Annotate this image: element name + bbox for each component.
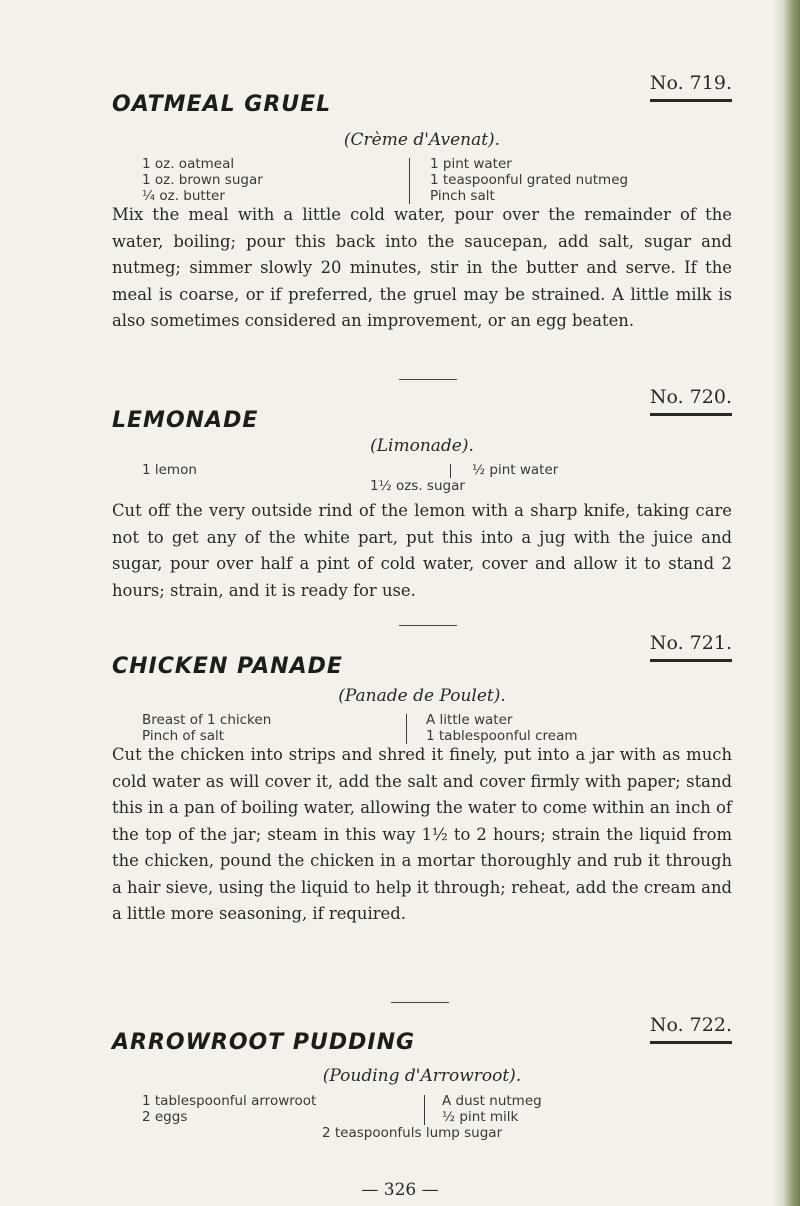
ingredient: ½ pint milk — [442, 1109, 519, 1125]
recipe-719 — [112, 70, 732, 370]
ingredient: ½ pint water — [472, 462, 559, 478]
ingredient: 2 teaspoonfuls lump sugar — [322, 1125, 503, 1141]
section-divider — [391, 1002, 449, 1003]
section-divider — [399, 379, 457, 380]
recipe-number: No. 720. — [649, 386, 732, 408]
recipe-subtitle: (Crème d'Avenat). — [343, 130, 501, 150]
section-divider — [399, 625, 457, 626]
ingredient: Pinch of salt — [142, 728, 225, 744]
ingredient: A dust nutmeg — [442, 1093, 542, 1109]
ingredient: 1 pint water — [430, 156, 512, 172]
ingredient-divider — [409, 158, 410, 204]
ingredients-right — [442, 1093, 542, 1125]
ingredients-left — [142, 1093, 316, 1125]
ingredients-left — [142, 156, 263, 204]
page-number: — 326 — — [361, 1180, 439, 1200]
page-edge — [774, 0, 800, 1206]
ingredient: 1 lemon — [142, 462, 197, 478]
ingredient-divider — [450, 464, 451, 478]
ingredients-left — [142, 462, 197, 478]
ingredients-center — [370, 478, 465, 494]
ingredient: 2 eggs — [142, 1109, 188, 1125]
ingredients-left — [142, 712, 271, 744]
number-underline — [650, 1041, 732, 1044]
recipe-title: OATMEAL GRUEL — [112, 92, 332, 117]
ingredient: 1 oz. brown sugar — [142, 172, 263, 188]
ingredient: 1½ ozs. sugar — [370, 478, 465, 494]
ingredient: 1 teaspoonful grated nutmeg — [430, 172, 629, 188]
number-underline — [650, 99, 732, 102]
recipe-instructions: Mix the meal with a little cold water, pour over the remainder of the water, boiling; pour this back into the saucepan, add salt, sugar and nutmeg; simmer slowly 20 minutes, stir in the butter and serve. If the meal is coarse, or if preferred, the gruel may be strained. A little milk is also sometimes considered an improvement, or an egg beaten. — [112, 205, 732, 330]
recipe-title: LEMONADE — [112, 408, 259, 433]
recipe-title: ARROWROOT PUDDING — [112, 1030, 416, 1055]
recipe-number: No. 722. — [649, 1014, 732, 1036]
ingredient: 1 tablespoonful arrowroot — [142, 1093, 317, 1109]
recipe-title: CHICKEN PANADE — [112, 654, 343, 679]
recipe-722 — [112, 1008, 732, 1168]
ingredient: ¼ oz. butter — [142, 188, 225, 204]
ingredient: 1 tablespoonful cream — [426, 728, 578, 744]
recipe-subtitle: (Panade de Poulet). — [338, 686, 506, 706]
ingredient: Breast of 1 chicken — [142, 712, 272, 728]
ingredient-divider — [424, 1095, 425, 1125]
recipe-instructions: Cut off the very outside rind of the lemon with a sharp knife, taking care not to get any of the white part, put this into a jug with the juice and sugar, pour over half a pint of cold water, cover and allow it to stand 2 hours; strain, and it is ready for use. — [112, 501, 732, 600]
ingredients-right — [430, 156, 628, 204]
ingredients-center — [322, 1125, 502, 1141]
recipe-number: No. 719. — [649, 72, 732, 94]
recipe-721 — [112, 630, 732, 990]
recipe-subtitle: (Limonade). — [370, 436, 474, 456]
ingredient-divider — [406, 714, 407, 744]
recipe-instructions: Cut the chicken into strips and shred it finely, put into a jar with as much cold water as will cover it, add the salt and cover firmly with paper; stand this in a pan of boiling water, allowing the water to come within an inch of the top of the jar; steam in this way 1½ to 2 hours; strain the liquid from the chicken, pound the chicken in a mortar thoroughly and rub it through a hair sieve, using the liquid to help it through; reheat, add the cream and a little more seasoning, if required. — [112, 745, 732, 923]
ingredient: 1 oz. oatmeal — [142, 156, 235, 172]
recipe-number: No. 721. — [649, 632, 732, 654]
recipe-720 — [112, 384, 732, 614]
number-underline — [650, 659, 732, 662]
ingredient: A little water — [426, 712, 513, 728]
ingredients-right — [426, 712, 578, 744]
recipe-subtitle: (Pouding d'Arrowroot). — [322, 1066, 522, 1086]
number-underline — [650, 413, 732, 416]
ingredient: Pinch salt — [430, 188, 495, 204]
ingredients-right — [472, 462, 558, 478]
